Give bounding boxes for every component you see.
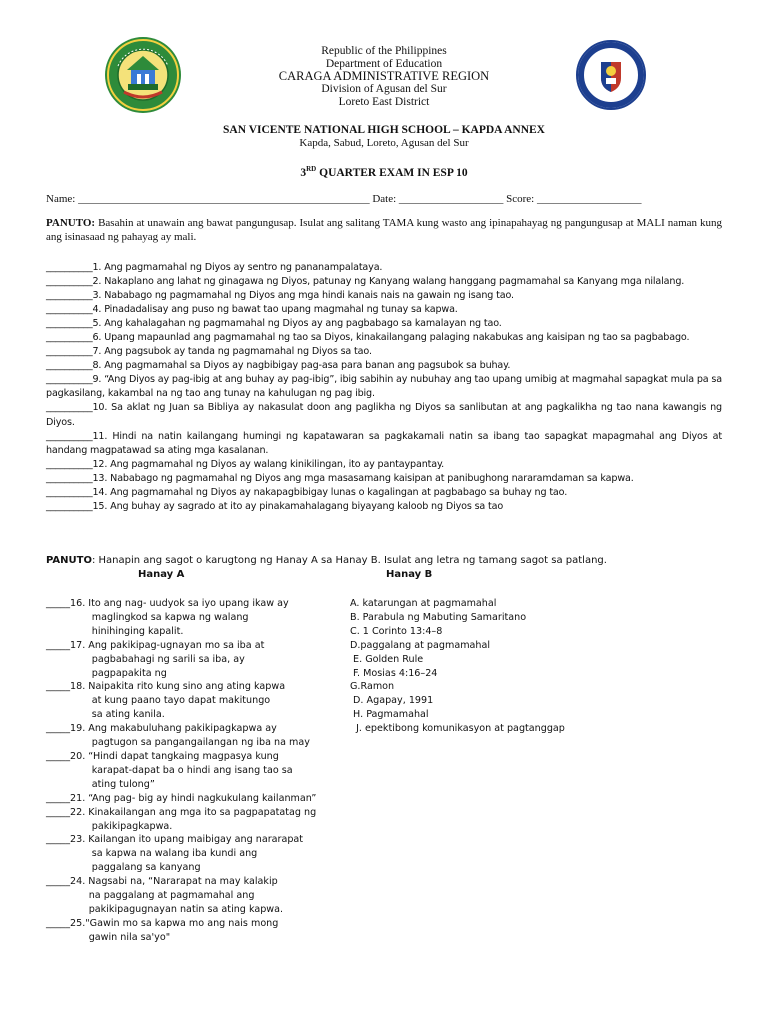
column-b-choice: D. Agapay, 1991 — [350, 695, 434, 707]
column-a-line[interactable]: _____24. Nagsabi na, “Nararapat na may kalakip — [46, 876, 278, 888]
column-a-line: gawin nila sa'yo" — [46, 931, 171, 943]
district-line: Loreto East District — [338, 95, 430, 108]
column-a-line: karapat-dapat ba o hindi ang isang tao sa — [46, 764, 293, 776]
column-a-line[interactable]: _____23. Kailangan ito upang maibigay ang nararapat — [46, 834, 304, 846]
list-item[interactable]: __________4. Pinadadalisay ang puso ng bawat tao upang magmahal ng tunay sa kapwa. — [46, 304, 458, 316]
region-line: CARAGA ADMINISTRATIVE REGION — [278, 69, 490, 84]
list-item[interactable]: __________5. Ang kahalagahan ng pagmamahal ng Diyos ay ang pagbabago sa kamalayan ng tao. — [46, 318, 502, 330]
part1-instructions — [46, 217, 722, 244]
column-a-line: pagpapakita ng — [46, 667, 167, 679]
column-b-choice: G.Ramon — [350, 681, 395, 693]
exam-ordinal: 3 — [300, 166, 307, 179]
list-item[interactable]: __________12. Ang pagmamahal ng Diyos ay walang kinikilingan, ito ay pantaypantay. — [46, 458, 445, 470]
name-date-score-fields[interactable]: Name: _____________________________________________________ Date: ___________________ Score: ___________________ — [46, 193, 642, 205]
list-item[interactable]: __________15. Ang buhay ay sagrado at ito ay pinakamahalagang biyayang kaloob ng Diyos sa tao — [46, 500, 504, 512]
division-line: Division of Agusan del Sur — [321, 83, 447, 96]
hanay-a-heading: Hanay A — [138, 569, 185, 580]
column-b-choice: B. Parabula ng Mabuting Samaritano — [350, 611, 527, 623]
school-name: SAN VICENTE NATIONAL HIGH SCHOOL – KAPDA ANNEX — [223, 124, 545, 136]
part2-label: PANUTO — [46, 555, 92, 566]
column-a-line[interactable]: _____21. “Ang pag- big ay hindi nagkukulang kailanman” — [46, 792, 317, 804]
column-a-line[interactable]: _____22. Kinakailangan ang mga ito sa pagpapatatag ng — [46, 806, 317, 818]
column-b-choice: F. Mosias 4:16–24 — [350, 667, 438, 679]
part1-label: PANUTO: — [46, 217, 96, 229]
column-a-line: paggalang sa kanyang — [46, 862, 201, 874]
column-a-line: maglingkod sa kapwa ng walang — [46, 611, 249, 623]
column-a-line: sa ating kanila. — [46, 709, 165, 721]
list-item[interactable]: __________11. Hindi na natin kailangang humingi ng kapatawaran sa pagkakamali natin sa ibang tao sapagkat mapagmahal ang Diyos at handang magpatawad sa ating mga kasalanan. — [46, 430, 722, 456]
list-item[interactable]: __________10. Sa aklat ng Juan sa Bibliya ay nakasulat doon ang paglikha ng Diyos sa sanlibutan at ang pagkalikha ng tao nana kawangis ng Diyos. — [46, 402, 722, 428]
column-a-line: hinihinging kapalit. — [46, 625, 184, 637]
column-a-line: at kung paano tayo dapat makitungo — [46, 695, 271, 707]
column-a-line[interactable]: _____19. Ang makabuluhang pakikipagkapwa ay — [46, 723, 277, 735]
column-a — [46, 597, 356, 945]
column-a-line: pakikipagugnayan natin sa ating kapwa. — [46, 903, 284, 915]
part2-instruction-text: : Hanapin ang sagot o karugtong ng Hanay A sa Hanay B. Isulat ang letra ng tamang sagot sa patlang. — [91, 555, 607, 566]
list-item[interactable]: __________6. Upang mapaunlad ang pagmamahal ng tao sa Diyos, kinakailangang palaging nakabukas ang kaisipan ng tao sa pagbabago. — [46, 332, 690, 344]
column-a-line[interactable]: _____18. Naipakita rito kung sino ang ating kapwa — [46, 681, 286, 693]
exam-title — [0, 165, 768, 179]
column-b-choice: C. 1 Corinto 13:4–8 — [350, 625, 443, 637]
column-a-line: na paggalang at pagmamahal ang — [46, 890, 255, 902]
column-a-line: pagtugon sa pangangailangan ng iba na may — [46, 737, 310, 749]
school-address: Kapda, Sabud, Loreto, Agusan del Sur — [299, 137, 469, 149]
column-a-line: pagbabahagi ng sarili sa iba, ay — [46, 653, 245, 665]
column-b-choice: J. epektibong komunikasyon at pagtanggap — [350, 723, 565, 735]
column-a-line: ating tulong” — [46, 778, 155, 790]
column-b-choice: H. Pagmamahal — [350, 709, 429, 721]
part2-instructions — [46, 555, 726, 566]
column-b-choice: E. Golden Rule — [350, 653, 424, 665]
column-b-choice: D.paggalang at pagmamahal — [350, 639, 491, 651]
column-a-line[interactable]: _____17. Ang pakikipag-ugnayan mo sa iba at — [46, 639, 265, 651]
list-item[interactable]: __________3. Nababago ng pagmamahal ng Diyos ang mga hindi kanais nais na gawain ng isang tao. — [46, 290, 514, 302]
list-item[interactable]: __________14. Ang pagmamahal ng Diyos ay nakapagbibigay lunas o kagalingan at pagbabago sa buhay ng tao. — [46, 486, 568, 498]
republic-line: Republic of the Philippines — [321, 45, 447, 57]
column-a-line[interactable]: _____20. “Hindi dapat tangkaing magpasya kung — [46, 750, 279, 762]
list-item[interactable]: __________7. Ang pagsubok ay tanda ng pagmamahal ng Diyos sa tao. — [46, 346, 372, 358]
column-a-line[interactable]: _____25."Gawin mo sa kapwa mo ang nais mong — [46, 917, 279, 929]
list-item[interactable]: __________13. Nababago ng pagmamahal ng Diyos ang mga masasamang kaisipan at panibughong nararamdaman sa kapwa. — [46, 472, 634, 484]
list-item[interactable]: __________2. Nakaplano ang lahat ng ginagawa ng Diyos, patunay ng Kanyang walang hanggang pagmamahal sa Kanyang mga nilalang. — [46, 276, 685, 288]
hanay-b-heading: Hanay B — [386, 569, 433, 580]
agency-header — [0, 45, 768, 109]
column-a-line[interactable]: _____16. Ito ang nag- uudyok sa iyo upang ikaw ay — [46, 598, 289, 609]
list-item[interactable]: __________8. Ang pagmamahal sa Diyos ay nagbibigay pag-asa para banan ang pagsubok sa buhay. — [46, 360, 511, 372]
list-item[interactable]: __________1. Ang pagmamahal ng Diyos ay sentro ng pananampalataya. — [46, 262, 383, 273]
exam-ordinal-suffix: RD — [306, 165, 317, 173]
column-b — [350, 597, 680, 736]
part1-items — [46, 261, 722, 514]
column-b-choice: A. katarungan at pagmamahal — [350, 598, 497, 609]
column-a-line: pakikipagkapwa. — [46, 820, 173, 832]
department-line: Department of Education — [325, 57, 443, 70]
column-a-line: sa kapwa na walang iba kundi ang — [46, 848, 258, 860]
part1-instruction-text: Basahin at unawain ang bawat pangungusap. Isulat ang salitang TAMA kung wasto ang ipinapahayag ng pangungusap at MALI naman kung ang isinasaad ng pahayag ay mali. — [46, 217, 722, 243]
exam-title-text: QUARTER EXAM IN ESP 10 — [316, 166, 468, 179]
list-item[interactable]: __________9. “Ang Diyos ay pag-ibig at ang buhay ay pag-ibig”, ibig sabihin ay nubuhay ang tao upang umibig at magmahal sapagkat mula pa sa pagkasilang, kakambal na ng tao ang tunay na kahulugan ng pag ibig. — [46, 374, 722, 400]
